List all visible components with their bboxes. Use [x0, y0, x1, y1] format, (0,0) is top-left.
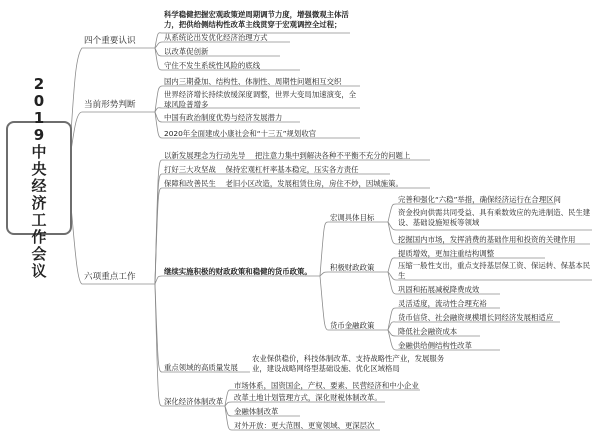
policy-macro-label[interactable]: 宏调具体目标 — [330, 213, 375, 222]
macro-item: 挖掘国内市场，发挥消费的基础作用和投资的关键作用 — [398, 235, 576, 244]
task-item-quality: 重点领域的高质量发展 — [164, 363, 238, 372]
monetary-item: 金融供给侧结构性改革 — [398, 341, 472, 350]
reform-item: 改革土地计划管理方式，深化财税体制改革。 — [234, 393, 382, 402]
root-topic[interactable] — [6, 75, 72, 280]
reform-item: 对外开放：更大范围、更宽领域、更深层次 — [234, 421, 375, 430]
branch-six-key-tasks[interactable]: 六项重点工作 — [84, 272, 136, 282]
task-item-fiscal-monetary: 继续实施积极的财政政策和稳健的货币政策。 — [164, 267, 312, 276]
situation-item: 中国有政治制度优势与经济发展潜力 — [164, 113, 283, 122]
policy-monetary-label[interactable]: 货币金融政策 — [330, 321, 375, 330]
branch-important-understandings[interactable]: 四个重要认识 — [84, 36, 136, 46]
fiscal-item: 压缩一般性支出，重点支持基层保工资、保运转、保基本民生 — [398, 261, 591, 280]
task-item: 打好三大攻坚战 保持宏观杠杆率基本稳定，压实各方责任 — [164, 165, 359, 174]
reform-item: 市场体系，国资国企，产权、要素、民营经济和中小企业 — [234, 381, 419, 390]
situation-item: 2020年全面建成小康社会和“十三五”规划收官 — [164, 129, 317, 138]
fiscal-item: 巩固和拓展减税降费成效 — [398, 285, 480, 294]
macro-item: 完善和强化“六稳”举措，确保经济运行在合理区间 — [398, 195, 561, 204]
situation-item: 国内三期叠加、结构性、体制性、周期性问题相互交织 — [164, 77, 342, 86]
monetary-item: 灵活适度，流动性合理充裕 — [398, 299, 487, 308]
monetary-item: 货币信贷、社会融资规模增长同经济发展相适应 — [398, 313, 554, 322]
task-item: 保障和改善民生 老旧小区改造，发展租赁住房，房住不炒，因城施策。 — [164, 179, 403, 188]
understanding-item: 从系统论出发优化经济治理方式 — [164, 33, 268, 42]
understanding-item: 以改革促创新 — [164, 47, 209, 56]
task-item: 以新发展理念为行动先导 把注意力集中到解决各种不平衡不充分的问题上 — [164, 151, 411, 160]
root-title: 2019中央经济工作会议 — [31, 75, 47, 280]
quality-detail: 农业保供稳价，科技体制改革、支持战略性产业，发展服务业，建设战略网络型基础设施、优化区域格局 — [252, 354, 445, 373]
macro-item: 资金投向供需共同受益、具有乘数效应的先进制造、民生建设、基础设施短板等领域 — [398, 208, 591, 227]
branch-situation-judgment[interactable]: 当前形势判断 — [84, 100, 136, 110]
situation-item: 世界经济增长持续放缓深度调整，世界大变局加速演变，全球风险普增多 — [164, 90, 357, 109]
fiscal-item: 提质增效，更加注重结构调整 — [398, 249, 495, 258]
policy-fiscal-label[interactable]: 积极财政政策 — [330, 263, 375, 272]
monetary-item: 降低社会融资成本 — [398, 327, 458, 336]
reform-item: 金融体制改革 — [234, 407, 279, 416]
understanding-item: 守住不发生系统性风险的底线 — [164, 61, 261, 70]
understanding-item: 科学稳健把握宏观政策逆周期调节力度，增强微观主体活力，把供给侧结构性改革主线贯穿于宏观调控全过程； — [164, 10, 349, 29]
task-item-reform: 深化经济体制改革 — [164, 397, 224, 406]
